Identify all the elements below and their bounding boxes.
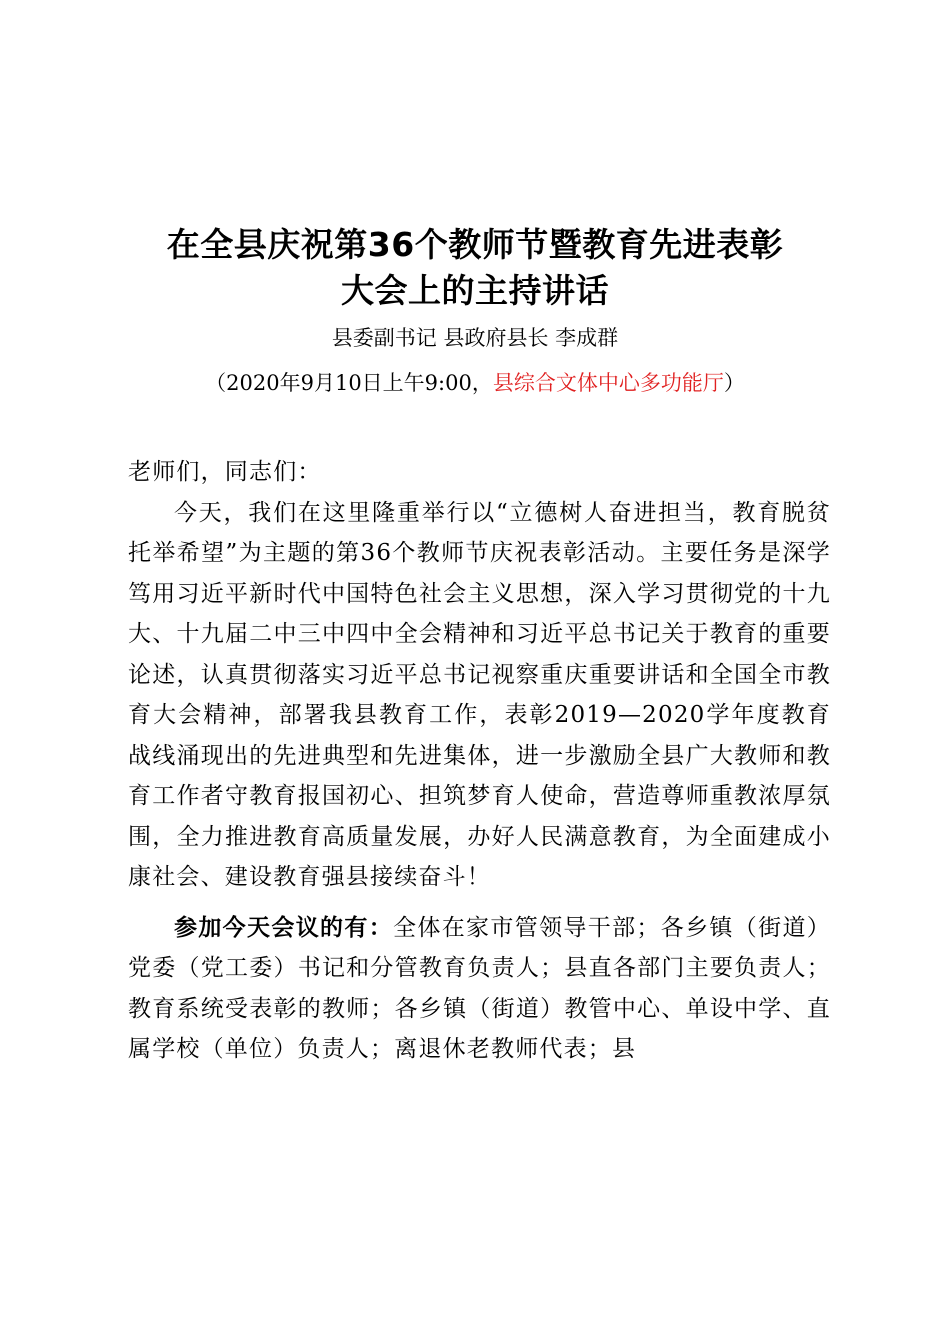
speaker-byline: 县委副书记 县政府县长 李成群 [331,326,619,350]
title-line-1: 在全县庆祝第36个教师节暨教育先进表彰 [166,225,784,264]
venue-text: 县综合文体中心多功能厅 [492,371,724,395]
salutation: 老师们，同志们： [128,459,322,485]
paragraph-2-body: 全体在家市管领导干部；各乡镇（街道）党委（党工委）书记和分管教育负责人；县直各部门主要负责人；教育系统受表彰的教师；各乡镇（街道）教管中心、单设中学、直属学校（单位）负责人；离退休老教师代表；县 [128,914,831,1062]
title-line-2: 大会上的主持讲话 [341,271,609,310]
speech-body [128,452,831,1070]
date-text: （2020年9月10日上午9:00， [205,371,493,395]
document-title [0,222,950,314]
dateline-close: ） [723,371,745,395]
paragraph-2 [128,908,831,1070]
paragraph-1: 今天，我们在这里隆重举行以“立德树人奋进担当，教育脱贫托举希望”为主题的第36个教师节庆祝表彰活动。主要任务是深学笃用习近平新时代中国特色社会主义思想，深入学习贯彻党的十九大、十九届二中三中四中全会精神和习近平总书记关于教育的重要论述，认真贯彻落实习近平总书记视察重庆重要讲话和全国全市教育大会精神，部署我县教育工作，表彰2019—2020学年度教育战线涌现出的先进典型和先进集体，进一步激励全县广大教师和教育工作者守教育报国初心、担筑梦育人使命，营造尊师重教浓厚氛围，全力推进教育高质量发展，办好人民满意教育，为全面建成小康社会、建设教育强县接续奋斗！ [128,499,831,890]
paragraph-2-lead: 参加今天会议的有： [174,914,394,941]
date-venue-line [0,367,950,399]
